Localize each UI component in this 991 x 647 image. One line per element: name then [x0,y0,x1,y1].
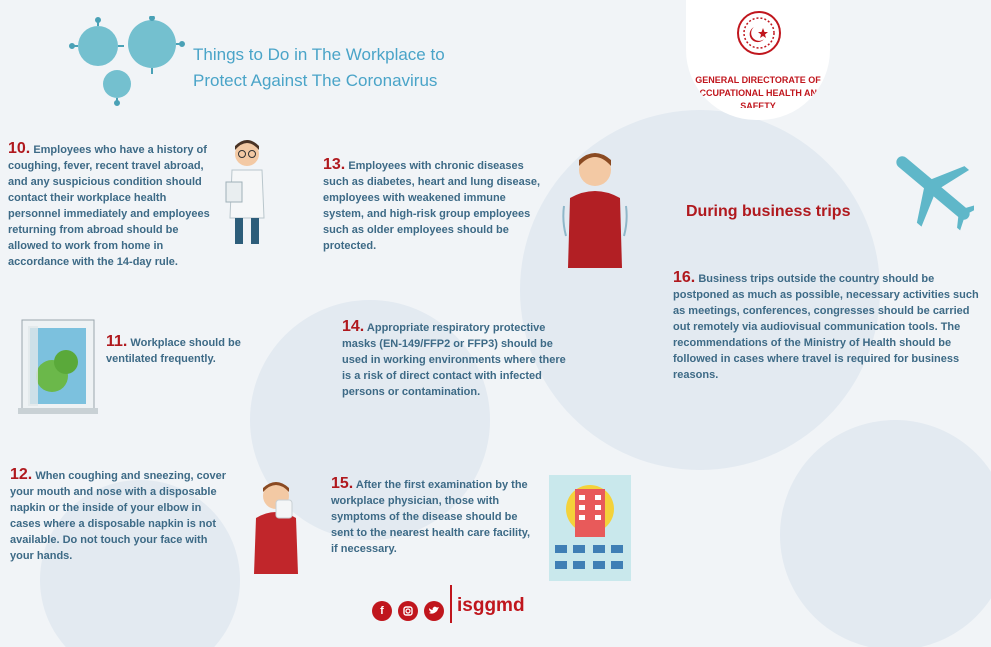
item-number: 16. [673,269,696,286]
item-16 [673,270,979,383]
doctor-illustration [222,136,272,248]
title-line-1: Things to Do in The Workplace to [193,45,445,64]
item-text: Employees with chronic diseases such as diabetes, heart and lung disease, employees with weakened immune system, and high-risk group employees such as older employees should be protected. [323,160,541,252]
footer-separator [450,585,452,623]
item-number: 12. [10,466,33,483]
item-number: 10. [8,140,31,157]
item-number: 11. [106,333,128,350]
hospital-illustration [549,475,631,581]
item-text: When coughing and sneezing, cover your mouth and nose with a disposable napkin or the inside of your elbow in cases where a disposable napkin is not available. Do not touch your face with your hands. [10,470,226,562]
item-13 [323,157,548,254]
item-11 [106,334,266,367]
airplane-illustration [892,138,974,238]
sick-person-illustration [562,146,628,268]
window-illustration [18,318,98,416]
sneezing-person-illustration [250,476,306,574]
virus-illustration [66,16,186,106]
organization-name: GENERAL DIRECTORATE OF OCCUPATIONAL HEALTH AND SAFETY [692,75,824,108]
organization-badge [686,0,830,120]
twitter-icon[interactable] [424,601,444,621]
ministry-seal-icon [736,10,782,56]
item-text: Employees who have a history of coughing, fever, recent travel abroad, and any suspicious condition should contact their workplace health personnel immediately and employees returning from abroad should be allowed to work from home in accordance with the 14-day rule. [8,144,210,268]
social-handle[interactable]: isggmd [457,595,525,616]
item-text: Workplace should be ventilated frequently. [106,337,241,365]
item-text: Business trips outside the country should be postponed as much as possible, necessary activities such as meetings, conferences, congresses should be carried out remotely via audiovisual communication tools. The recommendations of the Ministry of Health should be followed in cases where travel is required for business reasons. [673,273,979,381]
item-number: 14. [342,318,365,335]
item-15 [331,476,536,557]
item-text: After the first examination by the workplace physician, those with symptoms of the disease should be sent to the nearest health care facility, if necessary. [331,479,531,555]
page-title [193,42,493,94]
instagram-icon[interactable] [398,601,418,621]
business-trip-heading: During business trips [686,203,851,220]
item-number: 15. [331,475,354,492]
item-14 [342,319,566,400]
facebook-icon[interactable]: f [372,601,392,621]
title-line-2: Protect Against The Coronavirus [193,71,438,90]
item-12 [10,467,232,564]
item-number: 13. [323,156,346,173]
item-10 [8,141,220,270]
item-text: Appropriate respiratory protective masks (EN-149/FFP2 or FFP3) should be used in working environments where there is a risk of direct contact with infected persons or contamination. [342,322,566,398]
